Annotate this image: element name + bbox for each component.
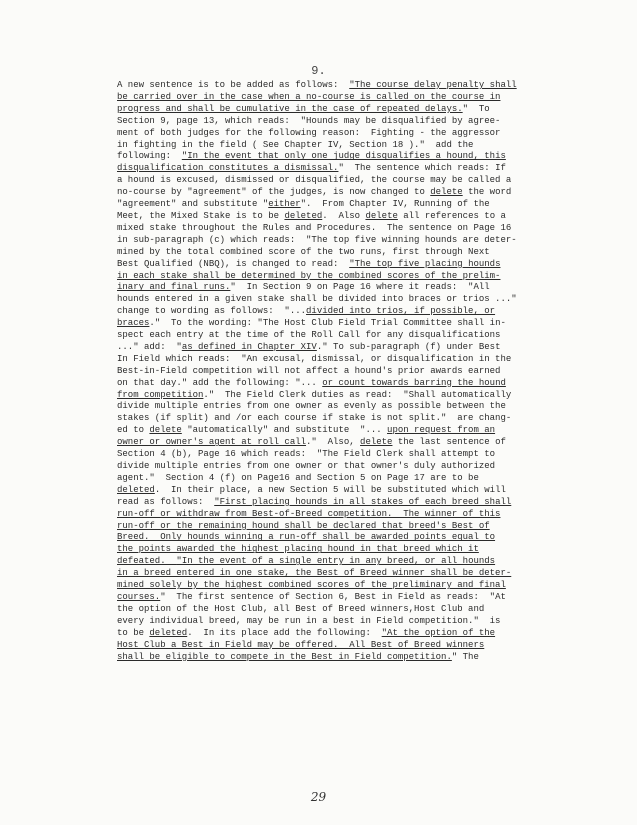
- document-body: [117, 80, 547, 663]
- text-segment: "agreement" and substitute ": [117, 199, 269, 210]
- text-segment: ". From Chapter IV, Running of the: [300, 199, 490, 210]
- text-line: [117, 378, 547, 390]
- text-segment: Section 9, page 13, which reads: "Hounds may be disqualified by agree-: [117, 115, 501, 126]
- text-segment: ." To sub-paragraph (f) under Best: [316, 341, 501, 352]
- underlined-text: or count towards barring the hound: [322, 377, 506, 388]
- text-segment: "automatically" and substitute "...: [181, 425, 388, 436]
- text-line: [117, 604, 547, 616]
- underlined-text: progress and shall be cumulative in the case of repeated delays.: [117, 103, 463, 114]
- text-line: [117, 199, 547, 211]
- footer-page-number: 29: [310, 790, 327, 804]
- underlined-text: "At the option of the: [381, 627, 496, 638]
- underlined-text: defeated.: [117, 556, 177, 567]
- text-line: [117, 187, 547, 199]
- text-segment: . In their place, a new Section 5 will be substituted which will: [154, 484, 506, 495]
- text-segment: stakes (if split) and /or each course if stake is not split." are chang-: [117, 413, 512, 424]
- underlined-text: run-off or withdraw from Best-of-Breed competition. The winner of this: [117, 508, 501, 519]
- text-line: [117, 473, 547, 485]
- text-line: [117, 401, 547, 413]
- text-segment: " The first sentence of Section 6, Best in Field as reads: "At: [160, 591, 506, 602]
- text-line: [117, 652, 547, 664]
- text-segment: ." The Field Clerk duties as read: "Shall automatically: [203, 389, 512, 400]
- text-line: [117, 509, 547, 521]
- text-line: [117, 282, 547, 294]
- text-line: [117, 366, 547, 378]
- underlined-text: be carried over in the case when a no-course is called on the course in: [117, 91, 501, 102]
- underlined-text: "First placing hounds in all stakes of each breed shall: [214, 496, 512, 507]
- underlined-text: Breed. Only hounds winning a run-off shall be awarded points equal to: [117, 532, 496, 543]
- text-line: [117, 413, 547, 425]
- text-line: [117, 461, 547, 473]
- text-segment: a hound is excused, dismissed or disqualified, the course may be called a: [117, 175, 512, 186]
- text-line: [117, 211, 547, 223]
- text-line: [117, 449, 547, 461]
- underlined-text: Host Club a Best in Field may be offered. All Best of Breed winners: [117, 639, 485, 650]
- text-line: [117, 390, 547, 402]
- text-segment: Section 4 (b), Page 16 which reads: "The Field Clerk shall attempt to: [117, 449, 496, 460]
- underlined-text: from competition: [117, 389, 204, 400]
- underlined-text: in each stake shall be determined by the combined scores of the prelim-: [117, 270, 501, 281]
- text-line: [117, 116, 547, 128]
- text-segment: in sub-paragraph (c) which reads: "The top five winning hounds are deter-: [117, 234, 517, 245]
- underlined-text: "The course delay penalty shall: [349, 80, 517, 90]
- underlined-text: mined solely by the highest combined scores of the preliminary and final: [117, 580, 506, 591]
- underlined-text: upon request from an: [387, 425, 496, 436]
- underlined-text: courses.: [117, 591, 161, 602]
- text-segment: the word: [462, 187, 512, 198]
- text-line: [117, 568, 547, 580]
- underlined-text: deleted: [149, 627, 188, 638]
- text-segment: Best-in-Field competition will not affect a hound's prior awards earned: [117, 365, 501, 376]
- text-line: [117, 128, 547, 140]
- text-line: [117, 592, 547, 604]
- text-line: [117, 247, 547, 259]
- text-segment: to be: [117, 627, 150, 638]
- text-line: [117, 354, 547, 366]
- text-line: [117, 104, 547, 116]
- text-line: [117, 437, 547, 449]
- text-segment: . In its place add the following:: [187, 627, 382, 638]
- text-segment: hounds entered in a given stake shall be divided into braces or trios ...": [117, 294, 517, 305]
- underlined-text: disqualification constitutes a dismissal.: [117, 163, 339, 174]
- text-segment: mined by the total combined score of the two runs, first through Next: [117, 246, 490, 257]
- text-line: [117, 544, 547, 556]
- text-segment: mixed stake throughout the Rules and Procedures. The sentence on Page 16: [117, 222, 512, 233]
- text-line: [117, 580, 547, 592]
- text-line: [117, 616, 547, 628]
- text-segment: read as follows:: [117, 496, 215, 507]
- text-segment: A new sentence is to be added as follows:: [117, 80, 350, 90]
- text-line: [117, 330, 547, 342]
- text-segment: " The sentence which reads: If: [338, 163, 506, 174]
- underlined-text: divided into trios, if possible, or: [306, 306, 496, 317]
- text-segment: divide multiple entries from one owner or that owner's duly authorized: [117, 461, 496, 471]
- underlined-text: run-off or the remaining hound shall be declared that breed's Best of: [117, 520, 490, 531]
- text-line: [117, 425, 547, 437]
- text-line: [117, 485, 547, 497]
- text-line: [117, 175, 547, 187]
- text-segment: " To: [462, 103, 490, 114]
- text-line: [117, 521, 547, 533]
- text-segment: divide multiple entries from one owner as evenly as possible between the: [117, 401, 506, 412]
- underlined-text: as defined in Chapter XIV: [181, 341, 317, 352]
- text-line: [117, 235, 547, 247]
- text-line: [117, 532, 547, 544]
- text-segment: ." Also,: [306, 437, 361, 448]
- text-line: [117, 342, 547, 354]
- text-line: [117, 163, 547, 175]
- underlined-text: deleted: [117, 484, 155, 495]
- page-number: 9.: [311, 64, 326, 78]
- text-line: [117, 151, 547, 163]
- text-line: [117, 556, 547, 568]
- text-line: [117, 271, 547, 283]
- text-segment: ..." add: ": [117, 341, 182, 352]
- text-segment: spect each entry at the time of the Roll Call for any disqualifications: [117, 330, 501, 341]
- text-segment: " The: [451, 651, 479, 662]
- text-segment: every individual breed, may be run in a best in Field competition." is: [117, 615, 501, 626]
- text-line: [117, 497, 547, 509]
- text-line: [117, 140, 547, 152]
- underlined-text: deleted: [284, 210, 323, 221]
- underlined-text: delete: [365, 210, 398, 221]
- text-line: [117, 318, 547, 330]
- underlined-text: delete: [149, 425, 182, 436]
- text-segment: all references to a: [397, 210, 506, 221]
- underlined-text: delete: [360, 437, 393, 448]
- text-segment: agent." Section 4 (f) on Page16 and Section 5 on Page 17 are to be: [117, 472, 479, 483]
- text-segment: ed to: [117, 425, 150, 436]
- underlined-text: shall be eligible to compete in the Best in Field competition.: [117, 651, 452, 662]
- text-line: [117, 259, 547, 271]
- underlined-text: braces: [117, 318, 150, 329]
- underlined-text: inary and final runs.: [117, 282, 231, 293]
- text-segment: change to wording as follows: "...: [117, 306, 307, 317]
- text-segment: In Field which reads: "An excusal, dismissal, or disqualification in the: [117, 353, 512, 364]
- text-segment: Meet, the Mixed Stake is to be: [117, 210, 285, 221]
- text-segment: the option of the Host Club, all Best of Breed winners,Host Club and: [117, 603, 485, 614]
- text-segment: . Also: [322, 210, 366, 221]
- text-line: [117, 628, 547, 640]
- underlined-text: delete: [430, 187, 463, 198]
- text-line: [117, 294, 547, 306]
- text-segment: following:: [117, 151, 182, 162]
- underlined-text: "In the event of a single entry in any breed, or all hounds: [176, 556, 496, 567]
- text-line: [117, 92, 547, 104]
- underlined-text: in a breed entered in one stake, the Best of Breed winner shall be deter-: [117, 568, 512, 579]
- text-line: [117, 640, 547, 652]
- text-segment: the last sentence of: [392, 437, 506, 448]
- text-segment: no-course by "agreement" of the judges, is now changed to: [117, 187, 431, 198]
- underlined-text: owner or owner's agent at roll call: [117, 437, 307, 448]
- text-segment: " In Section 9 on Page 16 where it reads: "All: [230, 282, 490, 293]
- text-segment: Best Qualified (NBQ), is changed to read:: [117, 258, 350, 269]
- text-line: [117, 80, 547, 92]
- underlined-text: "The top five placing hounds: [349, 258, 501, 269]
- text-segment: on that day." add the following: "...: [117, 377, 323, 388]
- text-segment: ." To the wording: "The Host Club Field Trial Committee shall in-: [149, 318, 506, 329]
- text-segment: ment of both judges for the following reason: Fighting - the aggressor: [117, 127, 501, 138]
- text-line: [117, 223, 547, 235]
- underlined-text: "In the event that only one judge disqualifies a hound, this: [181, 151, 506, 162]
- text-segment: in fighting in the field ( See Chapter IV, Section 18 )." add the: [117, 139, 474, 150]
- text-line: [117, 306, 547, 318]
- underlined-text: the points awarded the highest placing hound in that breed which it: [117, 544, 479, 555]
- underlined-text: either: [268, 199, 301, 210]
